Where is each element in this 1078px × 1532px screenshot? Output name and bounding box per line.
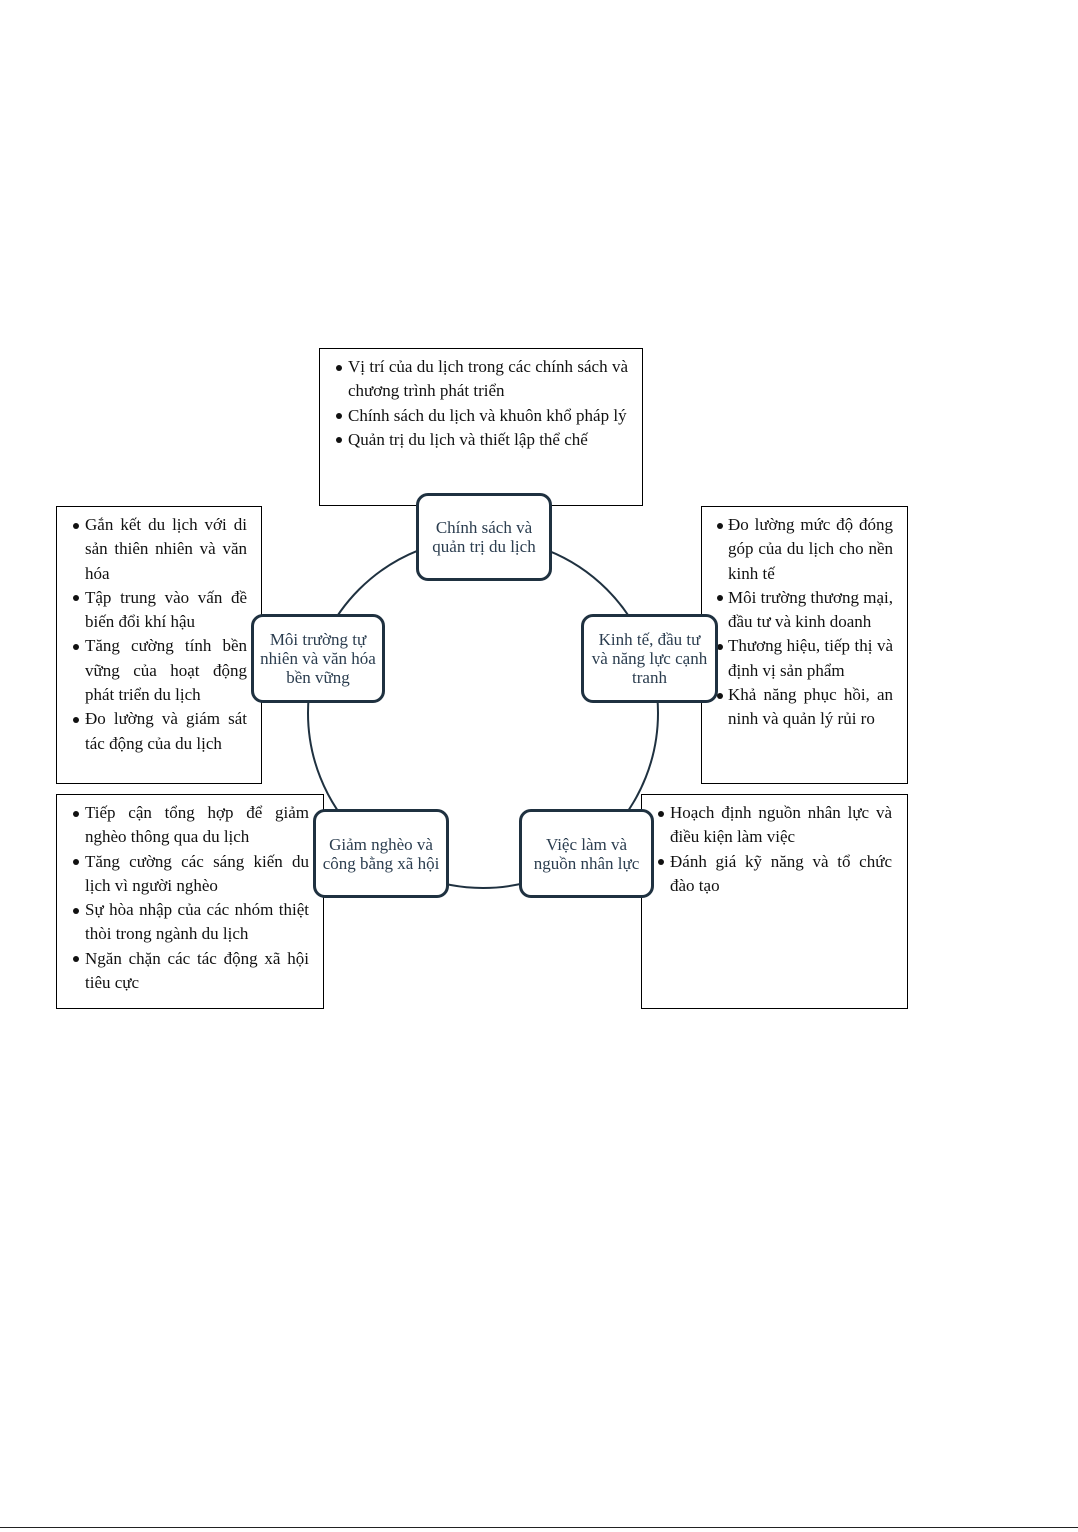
poverty-detail-item: Ngăn chặn các tác động xã hội tiêu cực xyxy=(71,947,309,996)
policy-detail-item: Vị trí của du lịch trong các chính sách và chương trình phát triển xyxy=(334,355,628,404)
node-label: Việc làm và nguồn nhân lực xyxy=(533,834,640,873)
poverty-detail-item: Sự hòa nhập của các nhóm thiệt thòi trong ngành du lịch xyxy=(71,898,309,947)
node-poverty-equity xyxy=(313,809,449,898)
node-policy-governance xyxy=(416,493,552,581)
poverty-detail-box xyxy=(56,794,324,1009)
economy-detail-list xyxy=(715,513,893,732)
policy-detail-box xyxy=(319,348,643,506)
poverty-detail-item: Tăng cường các sáng kiến du lịch vì người nghèo xyxy=(71,850,309,899)
environment-detail-item: Tập trung vào vấn đề biến đổi khí hậu xyxy=(71,586,247,635)
node-label: Giảm nghèo và công bằng xã hội xyxy=(322,834,440,873)
environment-detail-list xyxy=(71,513,247,756)
economy-detail-item: Môi trường thương mại, đầu tư và kinh doanh xyxy=(715,586,893,635)
economy-detail-box xyxy=(701,506,908,784)
node-label: Kinh tế, đầu tư và năng lực cạnh tranh xyxy=(591,630,708,687)
node-economy-investment xyxy=(581,614,718,703)
page-bottom-rule xyxy=(0,1527,1078,1528)
economy-detail-item: Thương hiệu, tiếp thị và định vị sản phẩm xyxy=(715,634,893,683)
policy-detail-item: Quản trị du lịch và thiết lập thể chế xyxy=(334,428,628,452)
environment-detail-item: Tăng cường tính bền vững của hoạt động phát triển du lịch xyxy=(71,634,247,707)
economy-detail-item: Khả năng phục hồi, an ninh và quản lý rủi ro xyxy=(715,683,893,732)
environment-detail-item: Đo lường và giám sát tác động của du lịch xyxy=(71,707,247,756)
employment-detail-box xyxy=(641,794,908,1009)
node-label: Môi trường tự nhiên và văn hóa bền vững xyxy=(260,630,376,687)
node-environment-culture xyxy=(251,614,385,703)
policy-detail-list xyxy=(334,355,628,452)
poverty-detail-item: Tiếp cận tổng hợp để giảm nghèo thông qua du lịch xyxy=(71,801,309,850)
employment-detail-item: Đánh giá kỹ năng và tổ chức đào tạo xyxy=(656,850,892,899)
node-label: Chính sách và quản trị du lịch xyxy=(432,518,536,556)
poverty-detail-list xyxy=(71,801,309,995)
employment-detail-list xyxy=(656,801,892,898)
node-employment-workforce xyxy=(519,809,654,898)
policy-detail-item: Chính sách du lịch và khuôn khổ pháp lý xyxy=(334,404,628,428)
environment-detail-item: Gắn kết du lịch với di sản thiên nhiên và văn hóa xyxy=(71,513,247,586)
environment-detail-box xyxy=(56,506,262,784)
economy-detail-item: Đo lường mức độ đóng góp của du lịch cho nền kinh tế xyxy=(715,513,893,586)
employment-detail-item: Hoạch định nguồn nhân lực và điều kiện làm việc xyxy=(656,801,892,850)
